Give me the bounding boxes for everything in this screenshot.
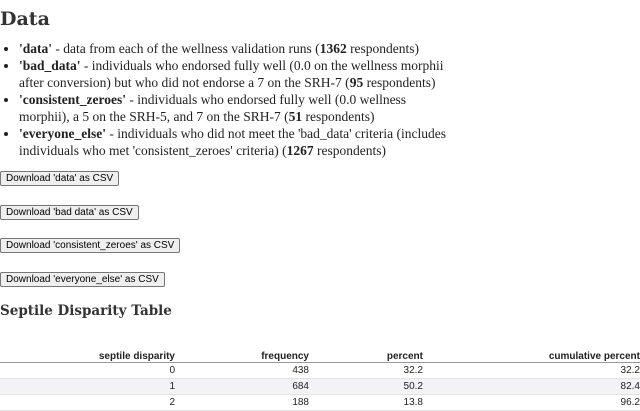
respondent-count: 95 [349,75,364,90]
table-header-row [0,346,640,363]
cell-percent: 13.8 [309,395,423,411]
dataset-description-list [0,40,449,159]
column-header-percent[interactable]: percent [309,346,423,363]
respondent-count: 1267 [286,143,314,158]
dataset-text: - individuals who did not meet the 'bad_data' criteria (includes individuals who met 'consistent_zeroes' criteria) ( [19,126,446,158]
cell-septile-disparity: 1 [0,379,175,395]
cell-septile-disparity: 0 [0,363,175,379]
septile-table-title: Septile Disparity Table [0,303,172,319]
table-row [0,395,640,411]
dataset-name: 'bad_data' [19,58,81,73]
dataset-text: - individuals who endorsed fully well (0.0 wellness morphii), a 5 on the SRH-5, and 7 on the SRH-7 ( [19,92,407,124]
dataset-text: - data from each of the wellness validation runs ( [52,41,320,56]
cell-cumulative-percent: 82.4 [423,379,640,395]
dataset-text-end: respondents) [363,75,436,90]
table-row [0,363,640,379]
download-bad-data-button[interactable]: Download 'bad data' as CSV [0,205,139,220]
column-header-cumulative-percent[interactable]: cumulative percent [423,346,640,363]
cell-cumulative-percent: 32.2 [423,363,640,379]
column-header-frequency[interactable]: frequency [175,346,309,363]
download-consistent-zeroes-button[interactable]: Download 'consistent_zeroes' as CSV [0,238,180,253]
dataset-description-everyone-else [19,125,449,159]
page-title: Data [0,8,50,30]
cell-percent: 32.2 [309,363,423,379]
dataset-description-consistent-zeroes [19,91,449,125]
respondent-count: 51 [288,109,303,124]
dataset-text-end: respondents) [313,143,387,158]
dataset-text-end: respondents) [346,41,420,56]
cell-cumulative-percent: 96.2 [423,395,640,411]
dataset-description-bad-data [19,57,449,91]
dataset-name: 'consistent_zeroes' [19,92,126,107]
table-row [0,379,640,395]
respondent-count: 1362 [319,41,347,56]
dataset-text: - individuals who endorsed fully well (0.0 on the wellness morphii after conversion) but who did not endorse a 7 on the SRH-7 ( [19,58,444,90]
download-everyone-else-button[interactable]: Download 'everyone_else' as CSV [0,272,165,287]
dataset-text-end: respondents) [302,109,375,124]
download-data-button[interactable]: Download 'data' as CSV [0,171,119,186]
cell-frequency: 684 [175,379,309,395]
cell-septile-disparity: 2 [0,395,175,411]
cell-frequency: 438 [175,363,309,379]
septile-disparity-table [0,346,640,411]
cell-frequency: 188 [175,395,309,411]
cell-percent: 50.2 [309,379,423,395]
dataset-name: 'data' [19,41,53,56]
dataset-name: 'everyone_else' [19,126,106,141]
dataset-description-data [19,40,449,57]
column-header-septile-disparity[interactable]: septile disparity [0,346,175,363]
